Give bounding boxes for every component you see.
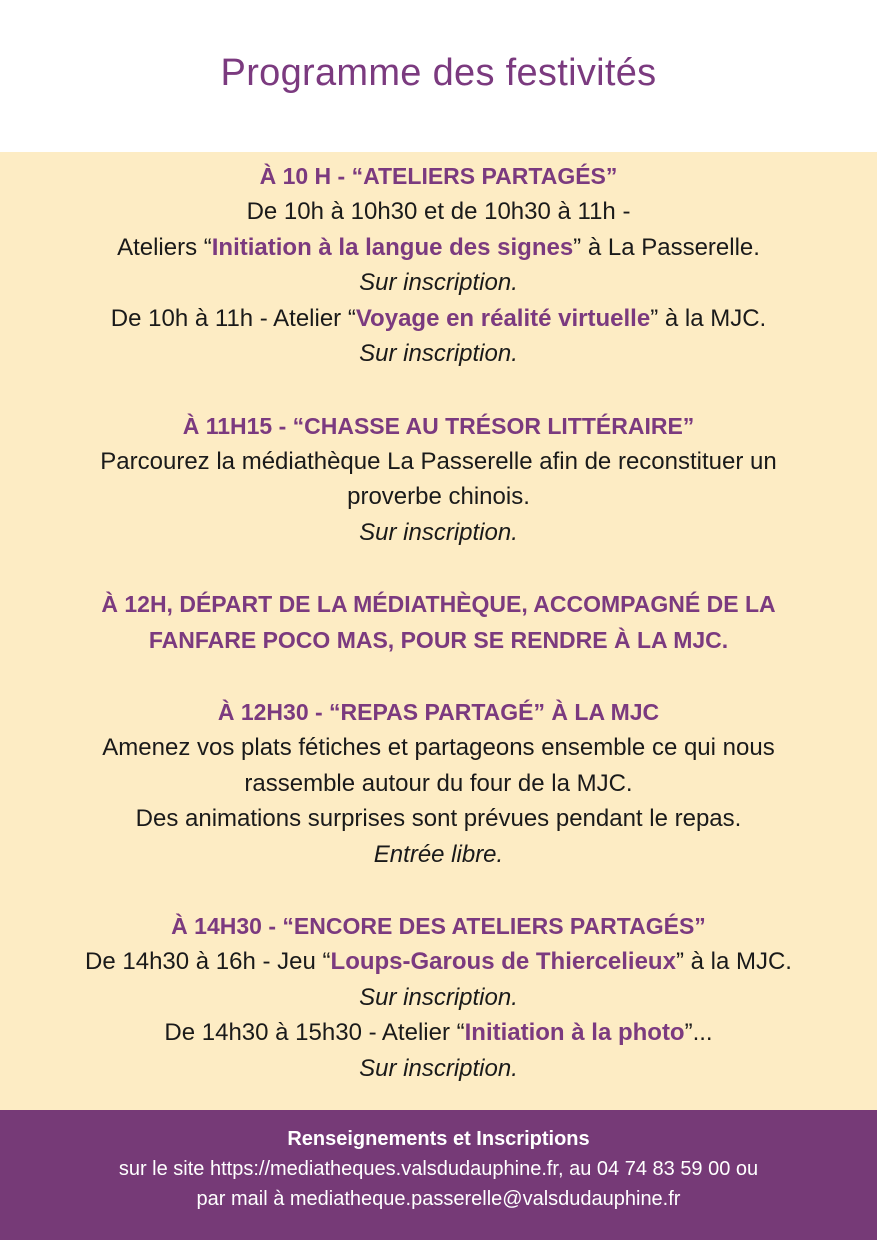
text: ” à La Passerelle. — [573, 233, 760, 261]
registration-note: Sur inscription. — [359, 340, 518, 367]
highlight-atelier-langue-des-signes: Initiation à la langue des signes — [211, 233, 574, 261]
program-section — [0, 152, 877, 1110]
event-heading: À 12H, DÉPART DE LA MÉDIATHÈQUE, ACCOMPAGNÉ DE LA — [101, 591, 776, 617]
registration-note: Sur inscription. — [359, 983, 518, 1011]
event-ateliers-partages — [0, 158, 877, 372]
event-heading: À 14H30 - “ENCORE DES ATELIERS PARTAGÉS” — [171, 913, 706, 939]
event-heading: FANFARE POCO MAS, POUR SE RENDRE À LA MJC. — [148, 627, 729, 653]
footer-title: Renseignements et Inscriptions — [287, 1128, 590, 1150]
event-list — [0, 152, 877, 1086]
footer-website-phone: sur le site https://mediatheques.valsdudauphine.fr, au 04 74 83 59 00 ou — [118, 1158, 759, 1180]
entry-note: Entrée libre. — [373, 840, 504, 868]
event-line: De 10h à 10h30 et de 10h30 à 11h - — [246, 198, 631, 225]
event-depart-fanfare — [0, 586, 877, 658]
event-line: proverbe chinois. — [347, 483, 530, 510]
registration-note: Sur inscription. — [359, 269, 518, 296]
event-heading: À 12H30 - “REPAS PARTAGÉ” À LA MJC — [217, 699, 660, 725]
event-repas-partage — [0, 694, 877, 872]
event-line — [0, 301, 877, 337]
footer-email: par mail à mediatheque.passerelle@valsdudauphine.fr — [196, 1188, 681, 1210]
title-area — [0, 0, 877, 152]
event-line: rassemble autour du four de la MJC. — [244, 769, 633, 797]
event-line — [0, 1015, 877, 1051]
registration-note: Sur inscription. — [359, 518, 518, 546]
highlight-atelier-realite-virtuelle: Voyage en réalité virtuelle — [355, 304, 651, 332]
event-line: Des animations surprises sont prévues pendant le repas. — [135, 805, 742, 832]
highlight-jeu-loups-garous: Loups-Garous de Thiercelieux — [330, 948, 676, 975]
page-title: Programme des festivités — [220, 52, 657, 94]
highlight-atelier-photo: Initiation à la photo — [464, 1019, 685, 1046]
event-line — [0, 944, 877, 980]
text: ” à la MJC. — [675, 948, 792, 975]
registration-note: Sur inscription. — [359, 1054, 518, 1082]
text: ” à la MJC. — [650, 304, 767, 332]
text: ”... — [684, 1019, 713, 1046]
event-heading: À 10 H - “ATELIERS PARTAGÉS” — [259, 163, 618, 189]
event-line — [0, 230, 877, 266]
event-line: Parcourez la médiathèque La Passerelle afin de reconstituer un — [100, 447, 777, 475]
event-chasse-au-tresor — [0, 408, 877, 551]
text: De 10h à 11h - Atelier “ — [110, 304, 356, 332]
event-heading: À 11H15 - “CHASSE AU TRÉSOR LITTÉRAIRE” — [182, 412, 695, 439]
event-encore-ateliers — [0, 908, 877, 1086]
text: Ateliers “ — [117, 233, 212, 261]
event-line: Amenez vos plats fétiches et partageons ensemble ce qui nous — [102, 734, 775, 761]
footer-contact — [0, 1110, 877, 1240]
text: De 14h30 à 16h - Jeu “ — [85, 948, 331, 975]
text: De 14h30 à 15h30 - Atelier “ — [164, 1019, 465, 1046]
